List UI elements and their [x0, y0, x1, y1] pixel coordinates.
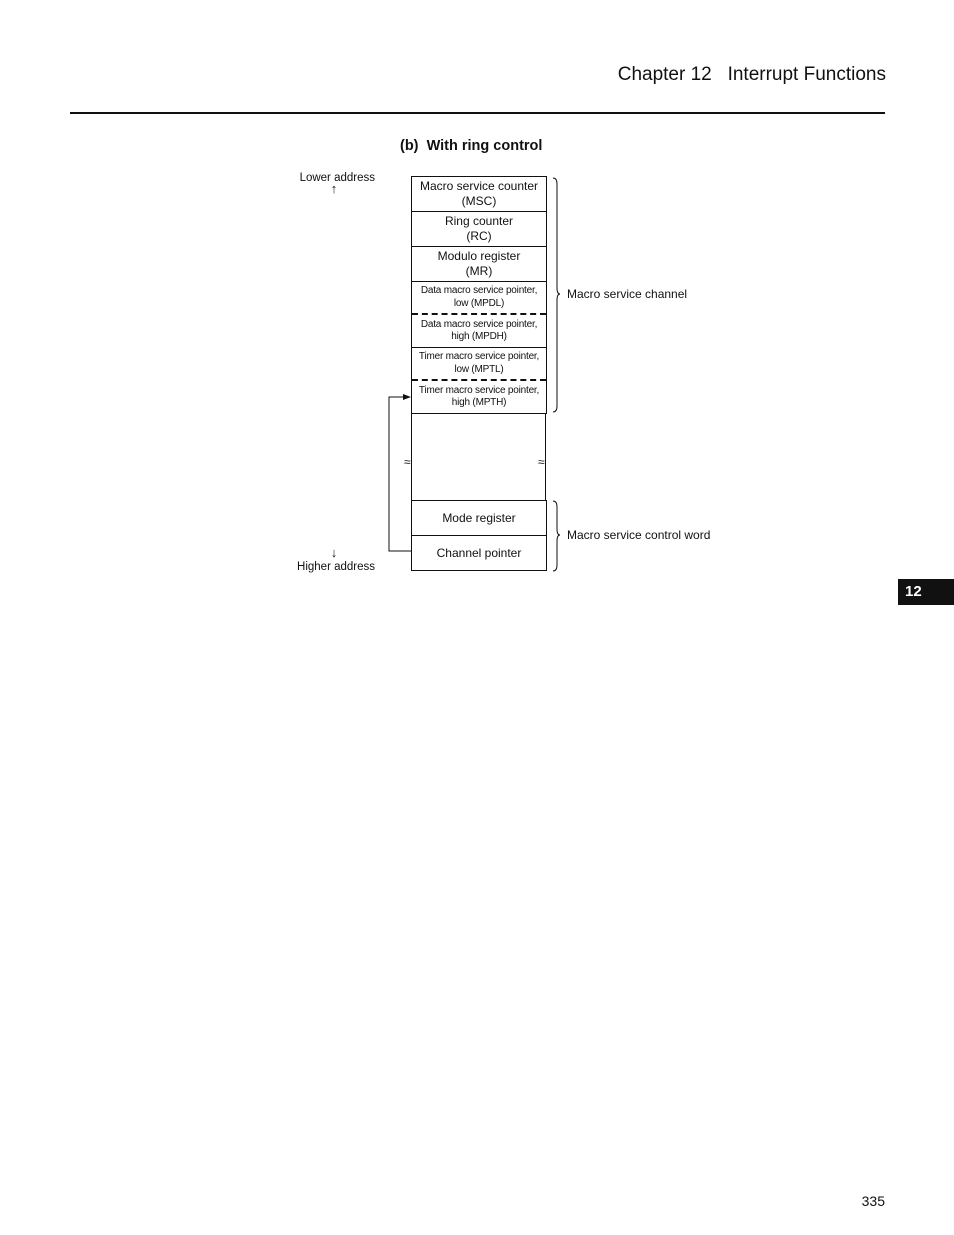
cell-label: Mode register: [442, 510, 516, 525]
chapter-tab: 12: [898, 579, 954, 605]
channel-pointer-arrow: [389, 397, 411, 551]
cell-label: Channel pointer: [436, 545, 522, 560]
chapter-title: Chapter 12 Interrupt Functions: [617, 64, 886, 85]
channel-brace: [553, 178, 560, 412]
cell-label: Ring counter: [444, 214, 514, 228]
cell-label: Macro service counter: [419, 179, 539, 193]
cell-label: Timer macro service pointer,: [418, 384, 540, 396]
lower-address-label: Lower address: [299, 172, 375, 184]
cell-label: high (MPDH): [451, 331, 507, 342]
cell-label: low (MPDL): [453, 297, 505, 309]
control-brace: [553, 501, 560, 571]
cell-label: (MR): [465, 264, 493, 278]
macro-service-control-word-label: Macro service control word: [567, 528, 711, 542]
higher-address-label: Higher address: [297, 561, 375, 573]
page-number: 335: [861, 1193, 885, 1209]
cell-label: Data macro service pointer,: [420, 318, 538, 330]
cell-label: Data macro service pointer,: [420, 285, 538, 296]
macro-service-channel-label: Macro service channel: [567, 287, 688, 301]
down-arrow-icon: ↓: [330, 545, 338, 560]
cell-label: (MSC): [461, 194, 497, 208]
cell-label: high (MPTH): [451, 397, 507, 408]
up-arrow-icon: ↑: [330, 181, 338, 196]
break-squiggle-icon: ≈: [404, 455, 411, 469]
channel-pointer-arrowhead: [403, 394, 411, 400]
cell-label: Timer macro service pointer,: [418, 351, 540, 362]
cell-label: Modulo register: [437, 249, 521, 263]
figure-title: (b) With ring control: [400, 138, 543, 154]
cell-label: low (MPTL): [454, 363, 504, 375]
cell-label: (RC): [466, 229, 492, 243]
break-squiggle-icon: ≈: [538, 455, 545, 469]
